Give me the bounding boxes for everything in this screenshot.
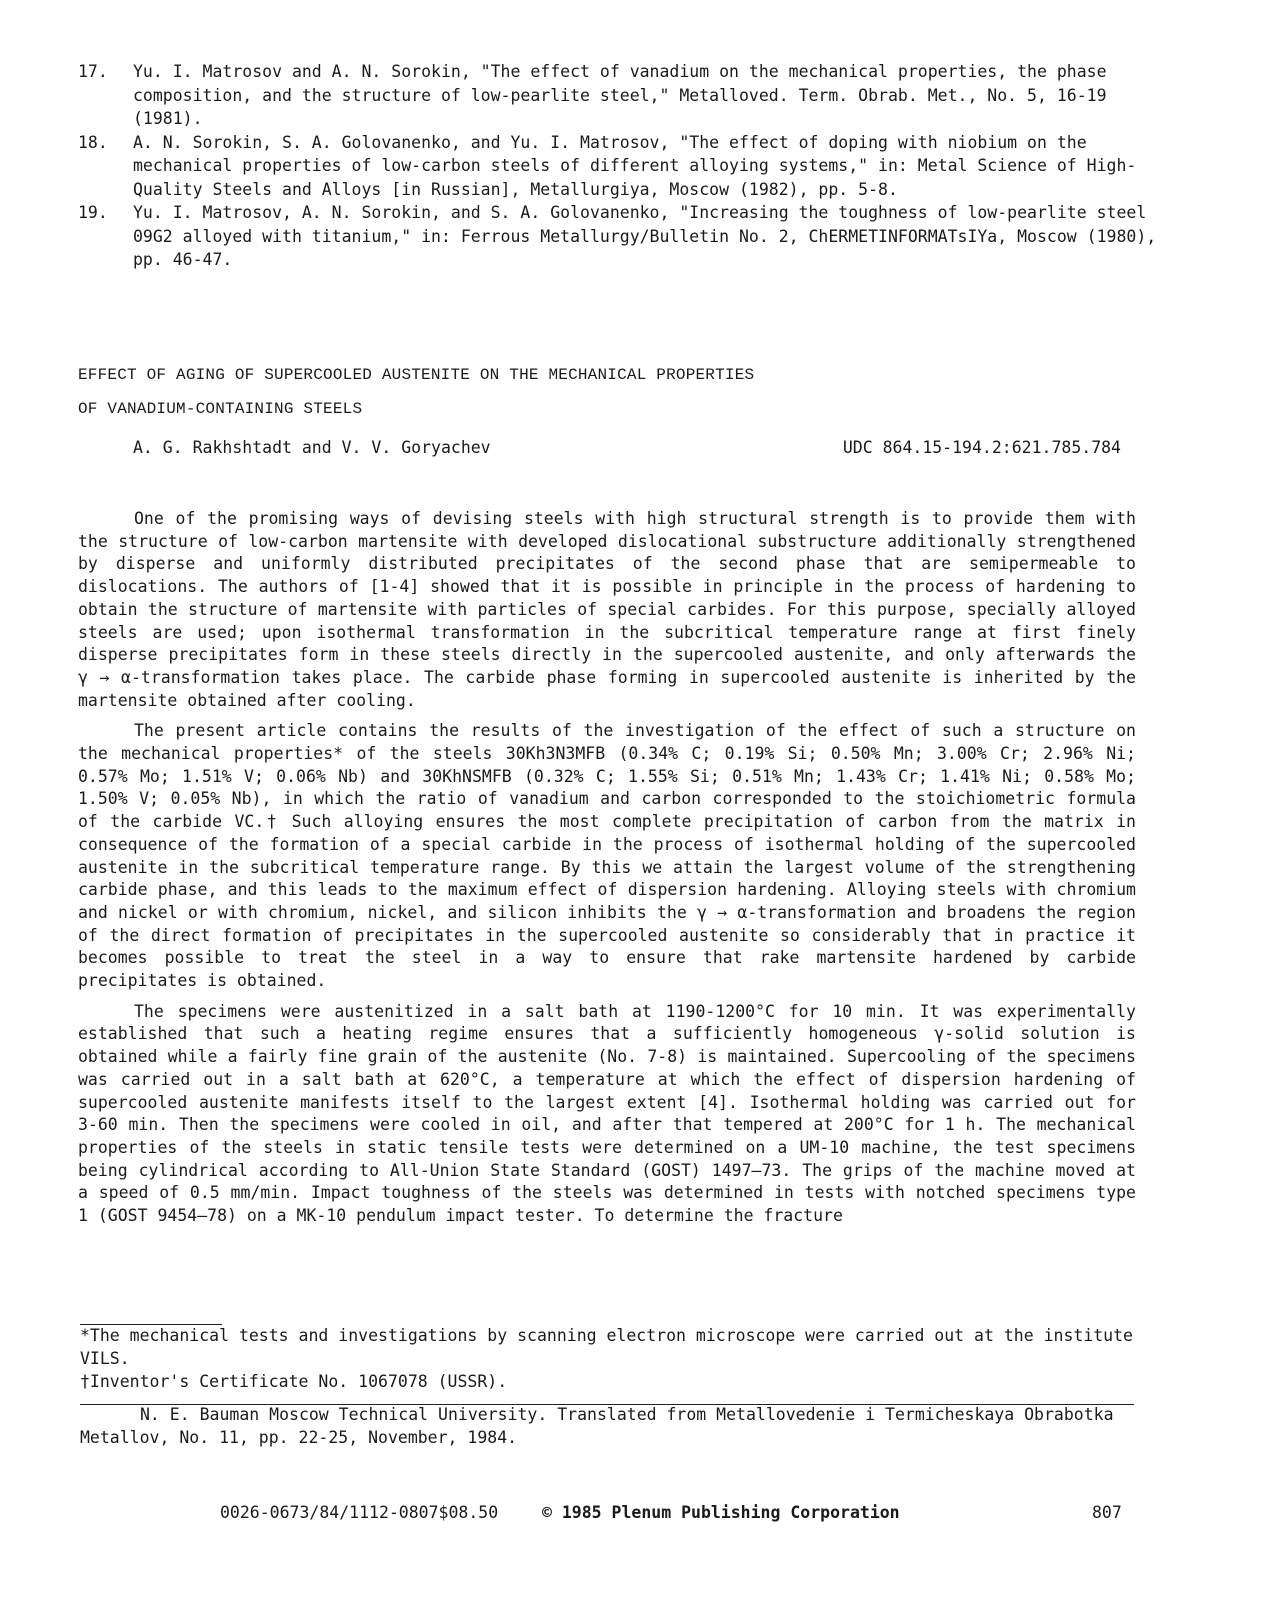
footnote: †Inventor's Certificate No. 1067078 (USSR).	[80, 1372, 508, 1391]
body-paragraph: The present article contains the results of the investigation of the effect of such a structure on the mechanical properties* of the steels 30Kh3N3MFB (0.34% C; 0.19% Si; 0.50% Mn; 3.00% Cr; 2.96% Ni; 0.57% Mo; 1.51% V; 0.06% Nb) and 30KhNSMFB (0.32% C; 1.55% Si; 0.51% Mn; 1.43% Cr; 1.41% Ni; 0.58% Mo; 1.50% V; 0.05% Nb), in which the ratio of vanadium and carbon corresponded to the stoichiometric formula of the carbide VC.† Such alloying ensures the most complete precipitation of carbon from the matrix in consequence of the formation of a special carbide in the process of isothermal holding of the supercooled austenite in the subcritical temperature range. By this we attain the largest volume of the strengthening carbide phase, and this leads to the maximum effect of dispersion hardening. Alloying steels with chromium and nickel or with chromium, nickel, and silicon inhibits the γ → α-transformation and broadens the region of the direct formation of precipitates in the supercooled austenite so considerably that in practice it becomes possible to treat the steel in a way to ensure that rake martensite hardened by carbide precipitates is obtained.	[78, 721, 1136, 991]
article-body	[78, 508, 1136, 1236]
reference-list	[78, 60, 1158, 272]
article-authors: A. G. Rakhshtadt and V. V. Goryachev	[133, 438, 491, 457]
article-title-line-1: EFFECT OF AGING OF SUPERCOOLED AUSTENITE ON THE MECHANICAL PROPERTIES	[78, 366, 755, 384]
reference-number: 17.	[78, 62, 108, 81]
footnote: *The mechanical tests and investigations by scanning electron microscope were carried out at the institute VILS.	[80, 1326, 1133, 1368]
reference-number: 18.	[78, 132, 108, 152]
reference-item	[78, 201, 1158, 272]
affiliation-note: N. E. Bauman Moscow Technical University. Translated from Metallovedenie i Termicheskaya Obrabotka Metallov, No. 11, pp. 22-25, November, 1984.	[80, 1405, 1114, 1447]
reference-item	[78, 60, 1158, 131]
article-title-line-2: OF VANADIUM-CONTAINING STEELS	[78, 400, 363, 418]
reference-number: 19.	[78, 203, 108, 222]
copyright-notice: © 1985 Plenum Publishing Corporation	[542, 1503, 900, 1522]
reference-text: Yu. I. Matrosov and A. N. Sorokin, "The effect of vanadium on the mechanical properties, the phase composition, and the structure of low-pearlite steel," Metalloved. Term. Obrab. Met., No. 5, 16-19 (1981).	[133, 62, 1107, 128]
udc-code: UDC 864.15-194.2:621.785.784	[842, 438, 1121, 457]
reference-item	[78, 131, 1158, 202]
reference-text: Yu. I. Matrosov, A. N. Sorokin, and S. A. Golovanenko, "Increasing the toughness of low-pearlite steel 09G2 alloyed with titanium," in: Ferrous Metallurgy/Bulletin No. 2, ChERMETINFORMATsIYa, Moscow (1980), pp. 46-47.	[133, 203, 1157, 269]
body-paragraph: The specimens were austenitized in a salt bath at 1190-1200°C for 10 min. It was experimentally established that such a heating regime ensures that a sufficiently homogeneous γ-solid solution is obtained while a fairly fine grain of the austenite (No. 7-8) is maintained. Supercooling of the specimens was carried out in a salt bath at 620°C, a temperature at which the effect of dispersion hardening of supercooled austenite manifests itself to the largest extent [4]. Isothermal holding was carried out for 3-60 min. Then the specimens were cooled in oil, and after that tempered at 200°C for 1 h. The mechanical properties of the steels in static tensile tests were determined on a UM-10 machine, the test specimens being cylindrical according to All-Union State Standard (GOST) 1497—73. The grips of the machine moved at a speed of 0.5 mm/min. Impact toughness of the steels was determined in tests with notched specimens type 1 (GOST 9454—78) on a MK-10 pendulum impact tester. To determine the fracture	[78, 1001, 1136, 1226]
page-number: 807	[1092, 1503, 1122, 1522]
body-paragraph: One of the promising ways of devising steels with high structural strength is to provide them with the structure of low-carbon martensite with developed dislocational substructure additionally strengthened by disperse and uniformly distributed precipitates of the second phase that are semipermeable to dislocations. The authors of [1-4] showed that it is possible in principle in the process of hardening to obtain the structure of martensite with particles of special carbides. For this purpose, specially alloyed steels are used; upon isothermal transformation in the subcritical temperature range at first finely disperse precipitates form in these steels directly in the supercooled austenite, and only afterwards the γ → α-transformation takes place. The carbide phase forming in supercooled austenite is inherited by the martensite obtained after cooling.	[78, 509, 1136, 710]
footnotes	[80, 1324, 1136, 1393]
reference-text: A. N. Sorokin, S. A. Golovanenko, and Yu. I. Matrosov, "The effect of doping with niobium on the mechanical properties of low-carbon steels of different alloying systems," in: Metal Science of High-Quality Steels and Alloys [in Russian], Metallurgiya, Moscow (1982), pp. 5-8.	[133, 132, 1137, 199]
article-code: 0026-0673/84/1112-0807$08.50	[220, 1503, 499, 1522]
article-title	[78, 358, 754, 426]
